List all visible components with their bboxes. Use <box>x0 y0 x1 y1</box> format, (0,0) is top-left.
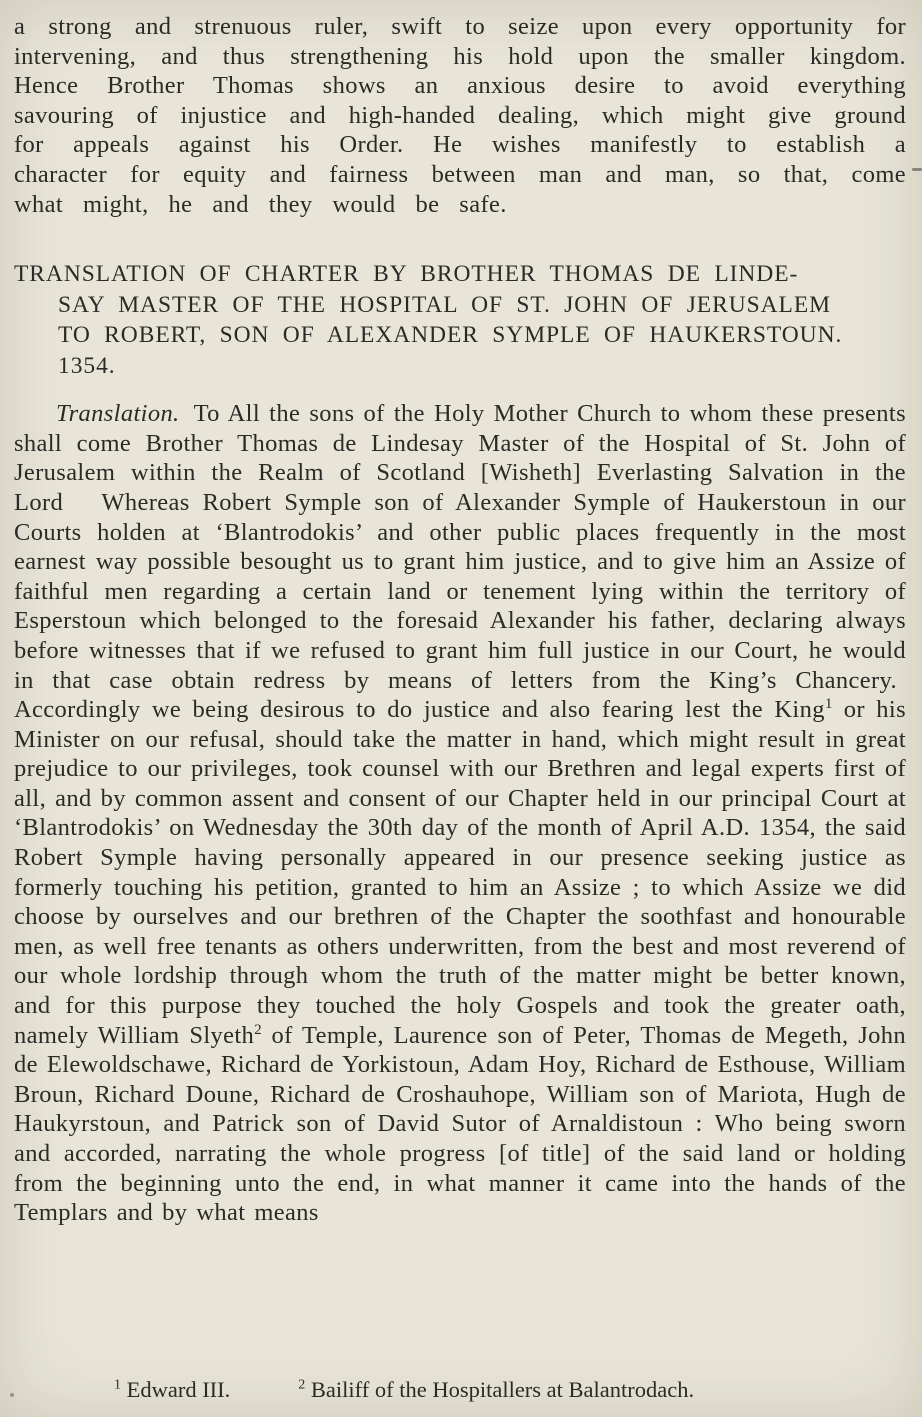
translation-text-segment-3: of Temple, Laurence son of Peter, Thomas de Megeth, John de Elewoldschawe, Richard de Yorkistoun, Adam Hoy, Richard de Esthouse, William Broun, Richard Doune, Richard de Croshauhope, William son of Mariota, Hugh de Haukyrstoun, and Patrick son of David Sutor of Arnaldistoun : Who being sworn and accorded, narrating the whole progress [of title] of the said land or holding from the beginning unto the end, in what manner it came into the hands of the Templars and by what means <box>14 1021 906 1227</box>
footnote-1 <box>114 1377 230 1403</box>
translation-text-segment-2: or his Minister on our refusal, should take the matter in hand, which might result in great prejudice to our privileges, took counsel with our Brethren and legal experts first of all, and by common assent and consent of our Chapter held in our principal Court at ‘Blantrodokis’ on Wednesday the 30th day of the month of April A.D. 1354, the said Robert Symple having personally appeared in our presence seeking justice as formerly touching his petition, granted to him an Assize ; to which Assize we did choose by ourselves and our brethren of the Chapter the soothfast and honourable men, as well free tenants as others underwritten, from the best and most reverend of our whole lordship through whom the truth of the matter might be better known, and for this purpose they touched the holy Gospels and took the greater oath, namely William Slyeth <box>14 696 906 1049</box>
opening-paragraph: a strong and strenuous ruler, swift to seize upon every opportunity for intervening, and thus strengthening his hold upon the smaller kingdom. Hence Brother Thomas shows an anxious desire to avoid everything savouring of injustice and high-handed dealing, which might give ground for appeals against his Order. He wishes manifestly to establish a character for equity and fairness between man and man, so that, come what might, he and they would be safe. <box>14 13 906 218</box>
footnotes <box>114 1377 902 1403</box>
footnote-ref-1: 1 <box>824 694 833 712</box>
scan-artifact-dash <box>912 168 922 171</box>
heading-line-4: 1354. <box>58 352 116 379</box>
heading-line-1: TRANSLATION OF CHARTER BY BROTHER THOMAS DE LINDE- <box>14 261 799 288</box>
footnote-1-text: Edward III. <box>126 1377 231 1402</box>
charter-heading <box>14 259 906 381</box>
heading-line-3: TO ROBERT, SON OF ALEXANDER SYMPLE OF HAUKERSTOUN. <box>58 322 843 349</box>
footnote-1-marker: 1 <box>114 1377 121 1393</box>
scan-artifact-dot <box>10 1393 14 1397</box>
translation-label: Translation. <box>56 400 180 428</box>
footnote-2 <box>298 1377 694 1403</box>
translation-paragraph <box>14 399 906 1228</box>
heading-line-2: SAY MASTER OF THE HOSPITAL OF ST. JOHN OF JERUSALEM <box>58 291 831 318</box>
footnote-ref-2: 2 <box>254 1020 262 1038</box>
translation-text-segment-1: To All the sons of the Holy Mother Church to whom these presents shall come Brother Thomas de Lindesay Master of the Hospital of St. John of Jerusalem within the Realm of Scotland [Wisheth] Everlasting Salvation in the Lord Whereas Robert Symple son of Alexander Symple of Haukerstoun in our Courts holden at ‘Blantrodokis’ and other public places frequently in the most earnest way possible besought us to grant him justice, and to give him an Assize of faithful men regarding a certain land or tenement lying within the territory of Esperstoun which belonged to the foresaid Alexander his father, declaring always before witnesses that if we refused to grant him full justice in our Court, he would in that case obtain redress by means of letters from the King’s Chancery. Accordingly we being desirous to do justice and also fearing lest the King <box>14 400 906 724</box>
footnote-2-text: Bailiff of the Hospitallers at Balantrodach. <box>310 1377 695 1402</box>
footnote-2-marker: 2 <box>298 1377 306 1393</box>
